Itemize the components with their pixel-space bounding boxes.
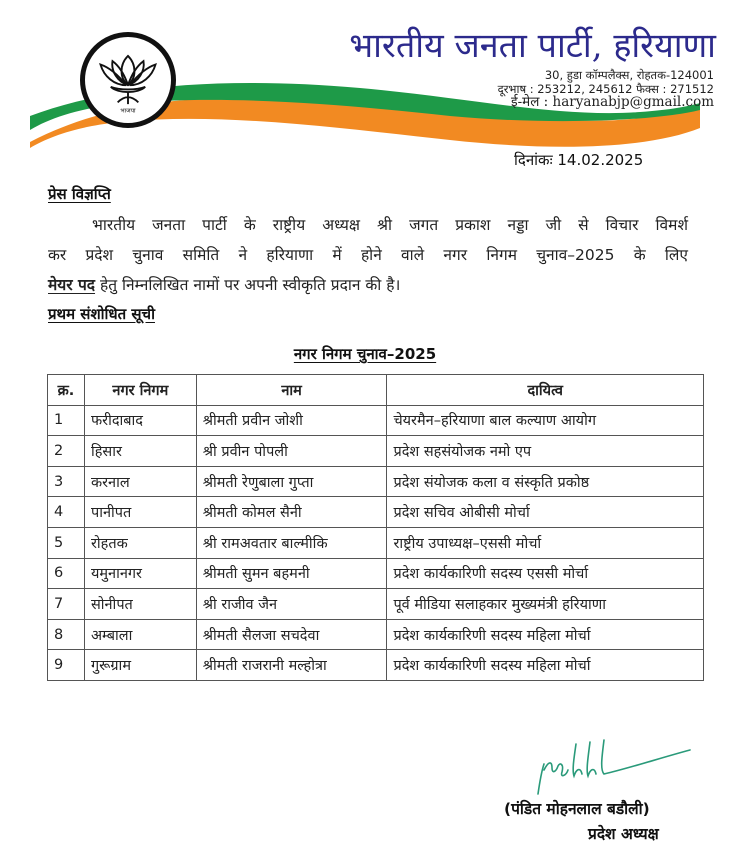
serial-cell: 9	[48, 650, 85, 681]
responsibility-cell: प्रदेश संयोजक कला व संस्कृति प्रकोष्ठ	[387, 466, 704, 497]
responsibility-cell: पूर्व मीडिया सलाहकार मुख्यमंत्री हरियाणा	[387, 589, 704, 620]
logo-caption: भाजपा	[120, 107, 136, 115]
candidate-name-cell: श्रीमती सुमन बहमनी	[196, 558, 387, 589]
table-row	[48, 497, 704, 528]
bjp-lotus-logo	[80, 32, 176, 128]
table-row	[48, 405, 704, 436]
corporation-cell: अम्बाला	[84, 619, 196, 650]
serial-cell: 8	[48, 619, 85, 650]
corporation-cell: सोनीपत	[84, 589, 196, 620]
serial-cell: 1	[48, 405, 85, 436]
responsibility-cell: प्रदेश कार्यकारिणी सदस्य महिला मोर्चा	[387, 650, 704, 681]
body-line-2: कर प्रदेश चुनाव समिति ने हरियाणा में होने वाले नगर निगम चुनाव–2025 के लिए	[48, 246, 688, 264]
table-row	[48, 619, 704, 650]
body-line-3-rest: हेतु निम्नलिखित नामों पर अपनी स्वीकृति प्रदान की है।	[95, 276, 401, 294]
party-email: ई-मेल : haryanabjp@gmail.com	[510, 94, 714, 110]
candidate-name-cell: श्री प्रवीन पोपली	[196, 436, 387, 467]
candidate-name-cell: श्रीमती प्रवीन जोशी	[196, 405, 387, 436]
party-phone: दूरभाष : 253212, 245612 फैक्स : 271512	[497, 82, 714, 96]
body-line-3	[48, 270, 688, 300]
corporation-cell: रोहतक	[84, 527, 196, 558]
responsibility-cell: प्रदेश कार्यकारिणी सदस्य एससी मोर्चा	[387, 558, 704, 589]
table-row	[48, 527, 704, 558]
serial-cell: 2	[48, 436, 85, 467]
body-line-1: भारतीय जनता पार्टी के राष्ट्रीय अध्यक्ष श्री जगत प्रकाश नड्डा जी से विचार विमर्श	[92, 216, 688, 234]
table-row	[48, 558, 704, 589]
candidate-name-cell: श्रीमती सैलजा सचदेवा	[196, 619, 387, 650]
table-title-text: नगर निगम चुनाव–2025	[293, 345, 437, 363]
mayor-post-emphasis: मेयर पद	[48, 276, 96, 294]
responsibility-cell: चेयरमैन–हरियाणा बाल कल्याण आयोग	[387, 405, 704, 436]
corporation-cell: फरीदाबाद	[84, 405, 196, 436]
corporation-cell: गुरूग्राम	[84, 650, 196, 681]
list-heading: प्रथम संशोधित सूची	[48, 305, 155, 323]
table-row	[48, 466, 704, 497]
table-header-row	[48, 375, 704, 406]
serial-cell: 4	[48, 497, 85, 528]
signatory-title: प्रदेश अध्यक्ष	[588, 825, 659, 843]
responsibility-cell: राष्ट्रीय उपाध्यक्ष–एससी मोर्चा	[387, 527, 704, 558]
table-row	[48, 650, 704, 681]
party-address: 30, हुडा कॉम्पलैक्स, रोहतक-124001	[544, 68, 714, 82]
table-title	[0, 344, 730, 364]
header-responsibility: दायित्व	[387, 375, 704, 406]
serial-cell: 5	[48, 527, 85, 558]
header-serial: क्र.	[48, 375, 85, 406]
document-date: दिनांकः 14.02.2025	[514, 151, 644, 169]
party-name: भारतीय जनता पार्टी, हरियाणा	[349, 26, 716, 66]
press-release-body	[48, 210, 688, 300]
responsibility-cell: प्रदेश सहसंयोजक नमो एप	[387, 436, 704, 467]
responsibility-cell: प्रदेश सचिव ओबीसी मोर्चा	[387, 497, 704, 528]
candidate-name-cell: श्रीमती कोमल सैनी	[196, 497, 387, 528]
candidate-name-cell: श्री राजीव जैन	[196, 589, 387, 620]
candidate-name-cell: श्रीमती रेणुबाला गुप्ता	[196, 466, 387, 497]
signatory-name: (पंडित मोहनलाल बडौली)	[504, 800, 650, 818]
serial-cell: 6	[48, 558, 85, 589]
header-corporation: नगर निगम	[84, 375, 196, 406]
corporation-cell: करनाल	[84, 466, 196, 497]
table-row	[48, 436, 704, 467]
serial-cell: 7	[48, 589, 85, 620]
lotus-icon	[85, 37, 171, 123]
signature-image	[530, 736, 700, 796]
serial-cell: 3	[48, 466, 85, 497]
header-name: नाम	[196, 375, 387, 406]
candidate-table	[47, 374, 704, 681]
corporation-cell: पानीपत	[84, 497, 196, 528]
corporation-cell: हिसार	[84, 436, 196, 467]
corporation-cell: यमुनानगर	[84, 558, 196, 589]
responsibility-cell: प्रदेश कार्यकारिणी सदस्य महिला मोर्चा	[387, 619, 704, 650]
candidate-name-cell: श्रीमती राजरानी मल्होत्रा	[196, 650, 387, 681]
candidate-name-cell: श्री रामअवतार बाल्मीकि	[196, 527, 387, 558]
press-release-heading: प्रेस विज्ञप्ति	[48, 185, 111, 203]
table-row	[48, 589, 704, 620]
